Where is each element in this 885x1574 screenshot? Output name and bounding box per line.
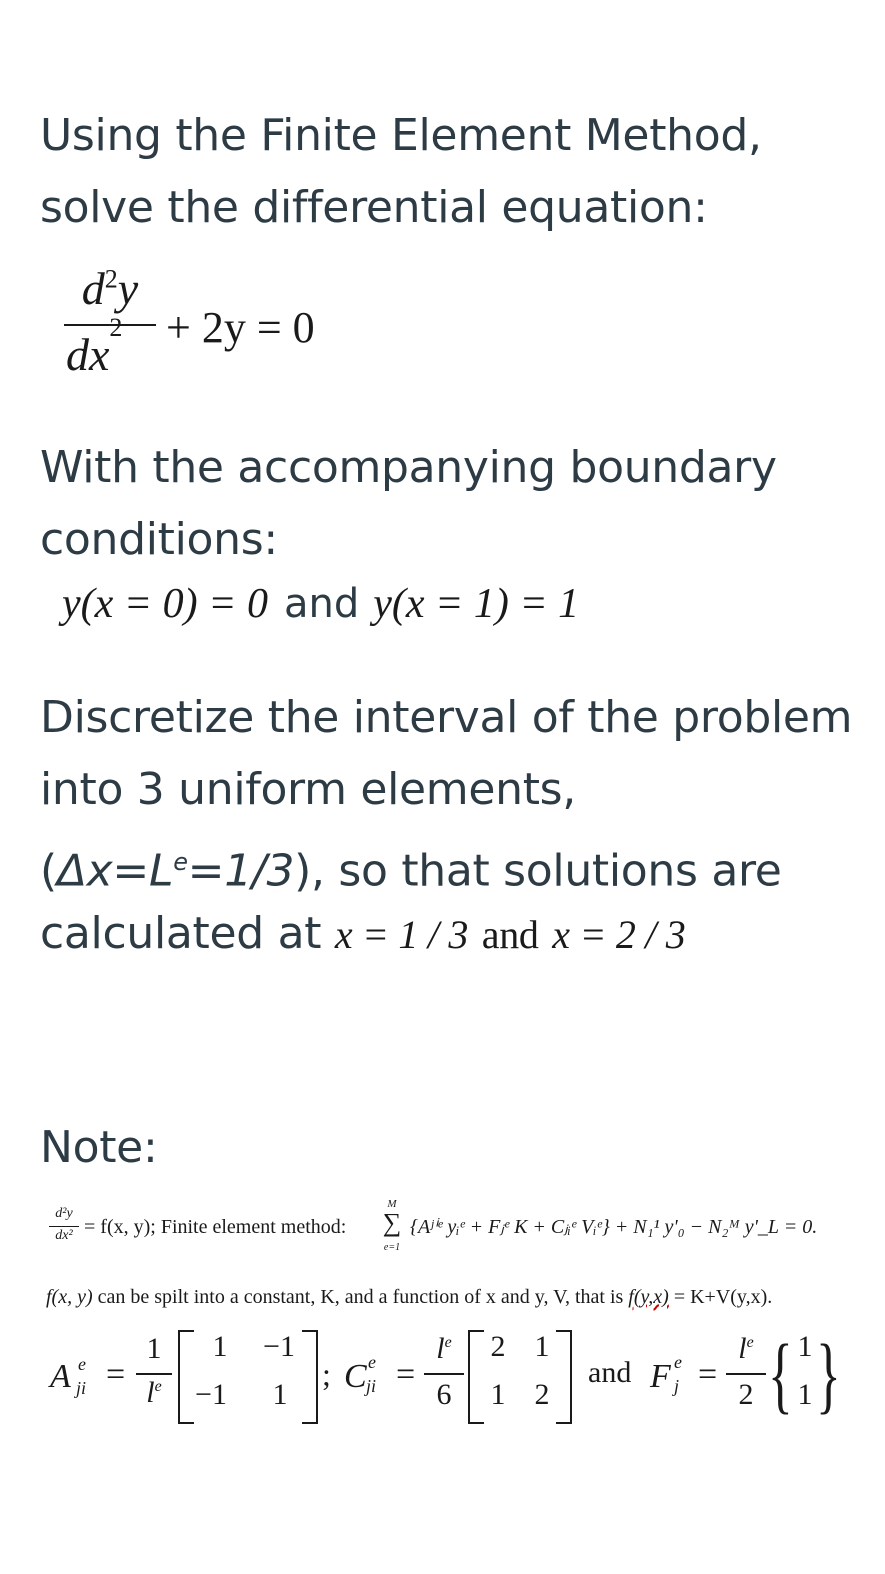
C-frac-bar xyxy=(424,1373,464,1375)
A-semicolon: ; xyxy=(322,1356,331,1392)
note-line2-text: can be spilt into a constant, K, and a function of x and y, V, that is xyxy=(97,1286,624,1308)
F-and: and xyxy=(588,1356,632,1389)
F-v2: 1 xyxy=(797,1378,813,1411)
ode-num-y: y xyxy=(117,263,139,314)
bc-left: y(x = 0) = 0 xyxy=(62,581,268,627)
ode-den-sup: 2 xyxy=(109,312,123,342)
disc-sup: e xyxy=(173,848,188,876)
note-line2-f: f(y,x) xyxy=(628,1286,669,1308)
F-equals: = xyxy=(698,1356,718,1393)
disc-x1: x = 1 / 3 xyxy=(334,912,469,957)
A-label xyxy=(50,1358,71,1396)
ode-num-d: d xyxy=(81,263,105,314)
note-line2-prefix: f(x, y) xyxy=(46,1286,93,1308)
C-m21: 1 xyxy=(490,1378,506,1411)
A-m22: 1 xyxy=(272,1378,288,1411)
F-brace-left: { xyxy=(768,1326,793,1422)
bc-line-2: conditions: xyxy=(40,514,278,565)
disc-line-4 xyxy=(40,898,685,971)
note-eq1-num: d²y xyxy=(55,1206,73,1221)
bc-line-1: With the accompanying boundary xyxy=(40,442,777,493)
A-frac-den-l: l xyxy=(146,1376,155,1409)
bc-equations xyxy=(62,580,579,640)
note-eq1-sum-bot: e=1 xyxy=(383,1242,401,1253)
C-frac-num-sup: e xyxy=(444,1334,452,1351)
note-eq1-sum-top: M xyxy=(387,1198,397,1210)
A-frac-bar xyxy=(136,1373,172,1375)
C-label: C xyxy=(344,1358,367,1395)
note-heading: Note: xyxy=(40,1122,158,1173)
F-brace-right: } xyxy=(816,1326,841,1422)
A-frac-den-sup: e xyxy=(154,1378,162,1395)
A-letter: A xyxy=(50,1358,71,1395)
disc-math: Δx=L xyxy=(56,845,174,897)
F-frac-num-sup: e xyxy=(746,1334,754,1351)
A-sup: e xyxy=(78,1354,86,1374)
note-eq1-sum: ∑ xyxy=(382,1208,402,1237)
C-m12: 1 xyxy=(534,1330,550,1363)
disc-and: and xyxy=(481,912,539,957)
disc-line-2: into 3 uniform elements, xyxy=(40,764,576,815)
A-frac-den xyxy=(136,1376,172,1410)
intro-line-1: Using the Finite Element Method, xyxy=(40,110,762,161)
ode-den: dx xyxy=(66,329,110,380)
A-m12: −1 xyxy=(263,1330,295,1363)
C-frac-num xyxy=(424,1332,464,1366)
C-sub: ji xyxy=(366,1376,377,1396)
note-eq1-text: = f(x, y); Finite element method: xyxy=(84,1216,347,1238)
ode-denominator xyxy=(66,312,162,381)
note-eq1 xyxy=(48,1198,878,1260)
ode-num-sup: 2 xyxy=(104,264,118,294)
A-m11: 1 xyxy=(212,1330,228,1363)
disc-rest: ), so that solutions are xyxy=(294,845,782,897)
disc-line4-text: calculated at xyxy=(40,908,322,959)
A-frac-num: 1 xyxy=(146,1332,162,1365)
F-sup: e xyxy=(674,1352,682,1372)
C-equals: = xyxy=(396,1356,416,1393)
ode-numerator xyxy=(62,262,158,315)
disc-line-3 xyxy=(40,826,782,908)
note-matrices xyxy=(50,1326,880,1436)
disc-line-1: Discretize the interval of the problem xyxy=(40,692,853,743)
disc-open: ( xyxy=(40,845,57,897)
A-m21: −1 xyxy=(195,1378,227,1411)
ode-rest: + 2y = 0 xyxy=(166,303,315,352)
intro-line-2: solve the differential equation: xyxy=(40,182,708,233)
F-sub: j xyxy=(674,1376,680,1396)
C-frac-den: 6 xyxy=(436,1378,452,1411)
C-sup: e xyxy=(368,1352,376,1372)
F-label: F xyxy=(650,1358,671,1395)
C-frac-num-l: l xyxy=(436,1332,445,1365)
note-eq1-body: {Aʲⁱᵉ yᵢᵉ + Fⱼᵉ K + Cⱼᵢᵉ Vᵢᵉ} + N₁¹ y'₀ − N₂ᴹ y'_L = 0. xyxy=(410,1216,818,1238)
note-eq1-den: dx² xyxy=(55,1228,73,1243)
disc-x2: x = 2 / 3 xyxy=(552,912,686,957)
ode-equation xyxy=(62,262,382,392)
F-v1: 1 xyxy=(797,1330,813,1363)
C-m11: 2 xyxy=(490,1330,506,1363)
A-equals: = xyxy=(106,1356,126,1393)
C-m22: 2 xyxy=(534,1378,550,1411)
C-bracket-right xyxy=(556,1330,572,1424)
F-frac-num xyxy=(726,1332,766,1366)
bc-and: and xyxy=(283,581,360,627)
note-line2-eq: = K+V(y,x). xyxy=(673,1286,773,1308)
F-frac-den: 2 xyxy=(738,1378,754,1411)
F-frac-bar xyxy=(726,1373,766,1375)
note-line-2 xyxy=(46,1286,772,1309)
note-eq1-bar xyxy=(49,1226,79,1227)
bc-right: y(x = 1) = 1 xyxy=(373,581,580,627)
disc-math2: =1/3 xyxy=(187,845,295,897)
F-frac-num-l: l xyxy=(738,1332,747,1365)
A-sub: ji xyxy=(76,1378,87,1398)
A-bracket-right xyxy=(302,1330,318,1424)
